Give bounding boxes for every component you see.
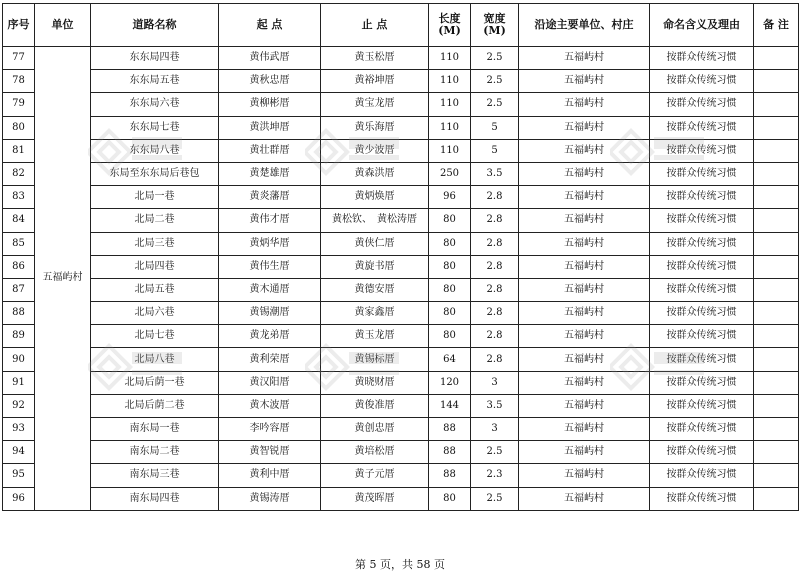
road-name-cell: 东东局六巷	[91, 93, 219, 116]
table-row	[3, 325, 799, 348]
end-cell: 黄子元厝	[321, 464, 429, 487]
header-start: 起 点	[219, 4, 321, 47]
remark-cell	[754, 278, 799, 301]
length-cell: 110	[429, 116, 471, 139]
start-cell: 黄炳华厝	[219, 232, 321, 255]
remark-cell	[754, 371, 799, 394]
start-cell: 黄木通厝	[219, 278, 321, 301]
remark-cell	[754, 186, 799, 209]
remark-cell	[754, 302, 799, 325]
start-cell: 黄洪坤厝	[219, 116, 321, 139]
remark-cell	[754, 70, 799, 93]
seq-cell: 93	[3, 418, 35, 441]
seq-cell: 88	[3, 302, 35, 325]
meaning-cell: 按群众传统习惯	[650, 394, 754, 417]
along-cell: 五福屿村	[519, 209, 650, 232]
along-cell: 五福屿村	[519, 93, 650, 116]
table-body	[3, 47, 799, 511]
seq-cell: 80	[3, 116, 35, 139]
length-cell: 80	[429, 325, 471, 348]
table-row	[3, 186, 799, 209]
end-cell: 黄创忠厝	[321, 418, 429, 441]
along-cell: 五福屿村	[519, 186, 650, 209]
road-name-cell: 南东局四巷	[91, 487, 219, 510]
remark-cell	[754, 47, 799, 70]
road-name-cell: 北局二巷	[91, 209, 219, 232]
along-cell: 五福屿村	[519, 394, 650, 417]
end-cell: 黄玉松厝	[321, 47, 429, 70]
page-footer: 第 5 页，共 58 页	[355, 558, 445, 571]
along-cell: 五福屿村	[519, 70, 650, 93]
table-row	[3, 255, 799, 278]
road-name-cell: 南东局二巷	[91, 441, 219, 464]
start-cell: 黄木波厝	[219, 394, 321, 417]
start-cell: 黄利荣厝	[219, 348, 321, 371]
table-row	[3, 464, 799, 487]
road-name-cell: 东东局七巷	[91, 116, 219, 139]
header-length: 长度 (M)	[429, 4, 471, 47]
table-row	[3, 348, 799, 371]
along-cell: 五福屿村	[519, 232, 650, 255]
seq-cell: 82	[3, 162, 35, 185]
remark-cell	[754, 139, 799, 162]
road-name-cell: 南东局一巷	[91, 418, 219, 441]
length-cell: 80	[429, 487, 471, 510]
meaning-cell: 按群众传统习惯	[650, 348, 754, 371]
table-row	[3, 487, 799, 510]
width-cell: 2.8	[471, 278, 519, 301]
road-name-cell: 东局至东东局后巷包	[91, 162, 219, 185]
remark-cell	[754, 325, 799, 348]
width-cell: 2.8	[471, 302, 519, 325]
end-cell: 黄玉龙厝	[321, 325, 429, 348]
table-row	[3, 162, 799, 185]
along-cell: 五福屿村	[519, 441, 650, 464]
table-row	[3, 47, 799, 70]
end-cell: 黄茂晖厝	[321, 487, 429, 510]
length-cell: 110	[429, 93, 471, 116]
end-cell: 黄宝龙厝	[321, 93, 429, 116]
header-unit: 单位	[35, 4, 91, 47]
start-cell: 黄楚雄厝	[219, 162, 321, 185]
length-cell: 96	[429, 186, 471, 209]
width-cell: 2.5	[471, 93, 519, 116]
road-name-cell: 北局六巷	[91, 302, 219, 325]
length-cell: 80	[429, 278, 471, 301]
start-cell: 黄伟武厝	[219, 47, 321, 70]
remark-cell	[754, 116, 799, 139]
meaning-cell: 按群众传统习惯	[650, 47, 754, 70]
length-cell: 80	[429, 209, 471, 232]
road-name-cell: 北局后荫一巷	[91, 371, 219, 394]
header-seq: 序号	[3, 4, 35, 47]
start-cell: 黄秋忠厝	[219, 70, 321, 93]
header-along: 沿途主要单位、村庄	[519, 4, 650, 47]
seq-cell: 86	[3, 255, 35, 278]
along-cell: 五福屿村	[519, 278, 650, 301]
along-cell: 五福屿村	[519, 302, 650, 325]
length-cell: 80	[429, 302, 471, 325]
seq-cell: 84	[3, 209, 35, 232]
along-cell: 五福屿村	[519, 139, 650, 162]
start-cell: 黄汉阳厝	[219, 371, 321, 394]
along-cell: 五福屿村	[519, 348, 650, 371]
start-cell: 黄柳彬厝	[219, 93, 321, 116]
start-cell: 黄利中厝	[219, 464, 321, 487]
start-cell: 黄伟才厝	[219, 209, 321, 232]
meaning-cell: 按群众传统习惯	[650, 278, 754, 301]
end-cell: 黄俊准厝	[321, 394, 429, 417]
table-row	[3, 232, 799, 255]
width-cell: 2.5	[471, 70, 519, 93]
end-cell: 黄家鑫厝	[321, 302, 429, 325]
table-row	[3, 278, 799, 301]
road-name-cell: 北局五巷	[91, 278, 219, 301]
meaning-cell: 按群众传统习惯	[650, 255, 754, 278]
remark-cell	[754, 255, 799, 278]
remark-cell	[754, 232, 799, 255]
seq-cell: 79	[3, 93, 35, 116]
road-name-cell: 北局后荫二巷	[91, 394, 219, 417]
meaning-cell: 按群众传统习惯	[650, 162, 754, 185]
width-cell: 3	[471, 371, 519, 394]
along-cell: 五福屿村	[519, 162, 650, 185]
end-cell: 黄锡标厝	[321, 348, 429, 371]
width-cell: 2.8	[471, 186, 519, 209]
length-cell: 250	[429, 162, 471, 185]
start-cell: 黄龙弟厝	[219, 325, 321, 348]
end-cell: 黄培松厝	[321, 441, 429, 464]
seq-cell: 90	[3, 348, 35, 371]
width-cell: 2.8	[471, 348, 519, 371]
length-cell: 110	[429, 70, 471, 93]
width-cell: 2.3	[471, 464, 519, 487]
width-cell: 2.5	[471, 487, 519, 510]
along-cell: 五福屿村	[519, 47, 650, 70]
road-name-cell: 北局一巷	[91, 186, 219, 209]
meaning-cell: 按群众传统习惯	[650, 70, 754, 93]
along-cell: 五福屿村	[519, 487, 650, 510]
seq-cell: 92	[3, 394, 35, 417]
length-cell: 80	[429, 232, 471, 255]
meaning-cell: 按群众传统习惯	[650, 139, 754, 162]
header-remark: 备 注	[754, 4, 799, 47]
end-cell: 黄侠仁厝	[321, 232, 429, 255]
end-cell: 黄乐海厝	[321, 116, 429, 139]
start-cell: 黄锡潮厝	[219, 302, 321, 325]
seq-cell: 87	[3, 278, 35, 301]
road-name-cell: 北局七巷	[91, 325, 219, 348]
start-cell: 黄智锐厝	[219, 441, 321, 464]
seq-cell: 77	[3, 47, 35, 70]
length-cell: 88	[429, 418, 471, 441]
table-row	[3, 209, 799, 232]
meaning-cell: 按群众传统习惯	[650, 186, 754, 209]
unit-cell: 五福屿村	[35, 47, 91, 511]
length-cell: 88	[429, 441, 471, 464]
start-cell: 黄锡涛厝	[219, 487, 321, 510]
length-cell: 64	[429, 348, 471, 371]
length-cell: 110	[429, 47, 471, 70]
table-row	[3, 139, 799, 162]
table-row	[3, 394, 799, 417]
seq-cell: 81	[3, 139, 35, 162]
header-meaning: 命名含义及理由	[650, 4, 754, 47]
remark-cell	[754, 209, 799, 232]
along-cell: 五福屿村	[519, 255, 650, 278]
meaning-cell: 按群众传统习惯	[650, 371, 754, 394]
remark-cell	[754, 418, 799, 441]
table-row	[3, 418, 799, 441]
along-cell: 五福屿村	[519, 464, 650, 487]
width-cell: 5	[471, 139, 519, 162]
table-row	[3, 116, 799, 139]
remark-cell	[754, 348, 799, 371]
width-cell: 5	[471, 116, 519, 139]
end-cell: 黄松钦、 黄松涛厝	[321, 209, 429, 232]
width-cell: 2.5	[471, 47, 519, 70]
remark-cell	[754, 464, 799, 487]
meaning-cell: 按群众传统习惯	[650, 232, 754, 255]
length-cell: 110	[429, 139, 471, 162]
meaning-cell: 按群众传统习惯	[650, 116, 754, 139]
end-cell: 黄旋书厝	[321, 255, 429, 278]
along-cell: 五福屿村	[519, 325, 650, 348]
meaning-cell: 按群众传统习惯	[650, 302, 754, 325]
along-cell: 五福屿村	[519, 371, 650, 394]
road-name-cell: 南东局三巷	[91, 464, 219, 487]
header-width: 宽度 (M)	[471, 4, 519, 47]
meaning-cell: 按群众传统习惯	[650, 93, 754, 116]
table-row	[3, 441, 799, 464]
remark-cell	[754, 394, 799, 417]
seq-cell: 96	[3, 487, 35, 510]
width-cell: 3.5	[471, 162, 519, 185]
end-cell: 黄森洪厝	[321, 162, 429, 185]
meaning-cell: 按群众传统习惯	[650, 487, 754, 510]
width-cell: 2.8	[471, 255, 519, 278]
road-naming-table	[2, 3, 799, 511]
width-cell: 2.8	[471, 325, 519, 348]
start-cell: 黄炎藩厝	[219, 186, 321, 209]
remark-cell	[754, 441, 799, 464]
table-row	[3, 302, 799, 325]
width-cell: 2.8	[471, 209, 519, 232]
end-cell: 黄德安厝	[321, 278, 429, 301]
width-cell: 3.5	[471, 394, 519, 417]
width-cell: 3	[471, 418, 519, 441]
remark-cell	[754, 93, 799, 116]
length-cell: 80	[429, 255, 471, 278]
remark-cell	[754, 162, 799, 185]
meaning-cell: 按群众传统习惯	[650, 209, 754, 232]
length-cell: 120	[429, 371, 471, 394]
length-cell: 88	[429, 464, 471, 487]
meaning-cell: 按群众传统习惯	[650, 325, 754, 348]
road-name-cell: 北局八巷	[91, 348, 219, 371]
end-cell: 黄少波厝	[321, 139, 429, 162]
table-row	[3, 371, 799, 394]
road-name-cell: 东东局八巷	[91, 139, 219, 162]
width-cell: 2.5	[471, 441, 519, 464]
seq-cell: 95	[3, 464, 35, 487]
seq-cell: 89	[3, 325, 35, 348]
start-cell: 黄伟生厝	[219, 255, 321, 278]
seq-cell: 83	[3, 186, 35, 209]
road-name-cell: 北局三巷	[91, 232, 219, 255]
road-name-cell: 北局四巷	[91, 255, 219, 278]
road-name-cell: 东东局四巷	[91, 47, 219, 70]
meaning-cell: 按群众传统习惯	[650, 441, 754, 464]
start-cell: 黄壮群厝	[219, 139, 321, 162]
length-cell: 144	[429, 394, 471, 417]
end-cell: 黄炳焕厝	[321, 186, 429, 209]
meaning-cell: 按群众传统习惯	[650, 464, 754, 487]
seq-cell: 94	[3, 441, 35, 464]
table-header-row	[3, 4, 799, 47]
start-cell: 李吟容厝	[219, 418, 321, 441]
road-name-cell: 东东局五巷	[91, 70, 219, 93]
width-cell: 2.8	[471, 232, 519, 255]
seq-cell: 85	[3, 232, 35, 255]
header-road-name: 道路名称	[91, 4, 219, 47]
end-cell: 黄裕坤厝	[321, 70, 429, 93]
header-end: 止 点	[321, 4, 429, 47]
along-cell: 五福屿村	[519, 116, 650, 139]
meaning-cell: 按群众传统习惯	[650, 418, 754, 441]
table-row	[3, 70, 799, 93]
remark-cell	[754, 487, 799, 510]
end-cell: 黄晓财厝	[321, 371, 429, 394]
table-row	[3, 93, 799, 116]
along-cell: 五福屿村	[519, 418, 650, 441]
seq-cell: 78	[3, 70, 35, 93]
seq-cell: 91	[3, 371, 35, 394]
